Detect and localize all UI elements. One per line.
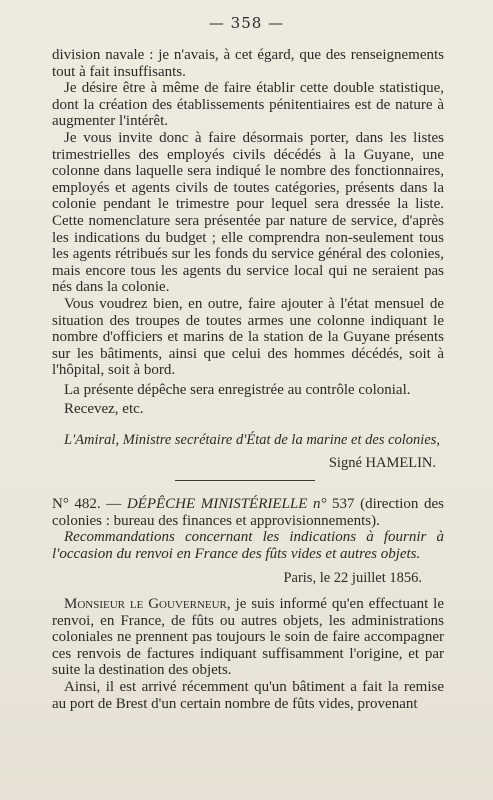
- signature-title: L'Amiral, Ministre secrétaire d'État de la marine et des colonies,: [64, 432, 441, 449]
- paragraph: La présente dépêche sera enregistrée au contrôle colonial.: [64, 381, 411, 398]
- text-block-upper: [52, 47, 444, 471]
- paragraph-text: , je suis informé qu'en effectuant le renvoi, en France, de fûts ou autres objets, les administrations coloniales ne prennent pas toujours le soin de faire accompagner ces renvois de factures indiquant suffisamment l'origine, et par suite la destination des objets.: [52, 595, 444, 679]
- salutation: Monsieur le Gouverneur: [64, 595, 227, 612]
- paragraph: division navale : je n'avais, à cet égard, que des renseignements tout à fait insuffisants.: [52, 47, 444, 80]
- paragraph: Ainsi, il est arrivé récemment qu'un bâtiment a fait la remise au port de Brest d'un certain nombre de fûts vides, provenant: [52, 678, 444, 712]
- entry-dash: —: [100, 496, 127, 512]
- paragraph: Recevez, etc.: [64, 401, 144, 418]
- entry-number: N° 482.: [52, 496, 101, 512]
- paragraph: Je désire être à même de faire établir cette double statistique, dont la création des établissements pénitentiaires est de nature à augmenter l'intérêt.: [52, 80, 444, 130]
- signature-name: Signé HAMELIN.: [328, 454, 436, 471]
- page-number: — 358 —: [208, 14, 285, 32]
- dateline: Paris, le 22 juillet 1856.: [283, 570, 422, 587]
- entry-kind-number: 537: [332, 496, 355, 512]
- separator-rule: [175, 480, 315, 481]
- entry-subject: Recommandations concernant les indications à fournir à l'occasion du renvoi en France des fûts vides et autres objets.: [52, 529, 444, 562]
- paragraph: [52, 596, 444, 679]
- paragraph: Vous voudrez bien, en outre, faire ajouter à l'état mensuel de situation des troupes de toutes armes une colonne indiquant le nombre d'officiers et marins de la station de la Guyane présents sur les bâtiments, ainsi que celui des hommes décédés, soit à l'hôpital, soit à bord.: [52, 295, 444, 379]
- entry-kind: DÉPÊCHE MINISTÉRIELLE n°: [126, 496, 333, 512]
- entry-heading: [52, 496, 444, 529]
- text-block-lower: [52, 496, 444, 712]
- paragraph: Je vous invite donc à faire désormais porter, dans les listes trimestrielles des employés civils décédés à la Guyane, une colonne dans laquelle sera indiqué le nombre des fonctionnaires, employés et agents civils de toutes catégories, présents dans la colonie pendant le trimestre pour lequel sera dressée la liste. Cette nomenclature sera présentée par nature de service, d'après les indications du budget ; elle comprendra non-seulement tous les agents rétribués sur les fonds du service général des colonies, mais encore tous les agents du service local qui ne seraient pas nés dans la colonie.: [52, 129, 444, 296]
- entry-direction: (direction des colonies : bureau des finances et approvisionnements).: [52, 496, 445, 529]
